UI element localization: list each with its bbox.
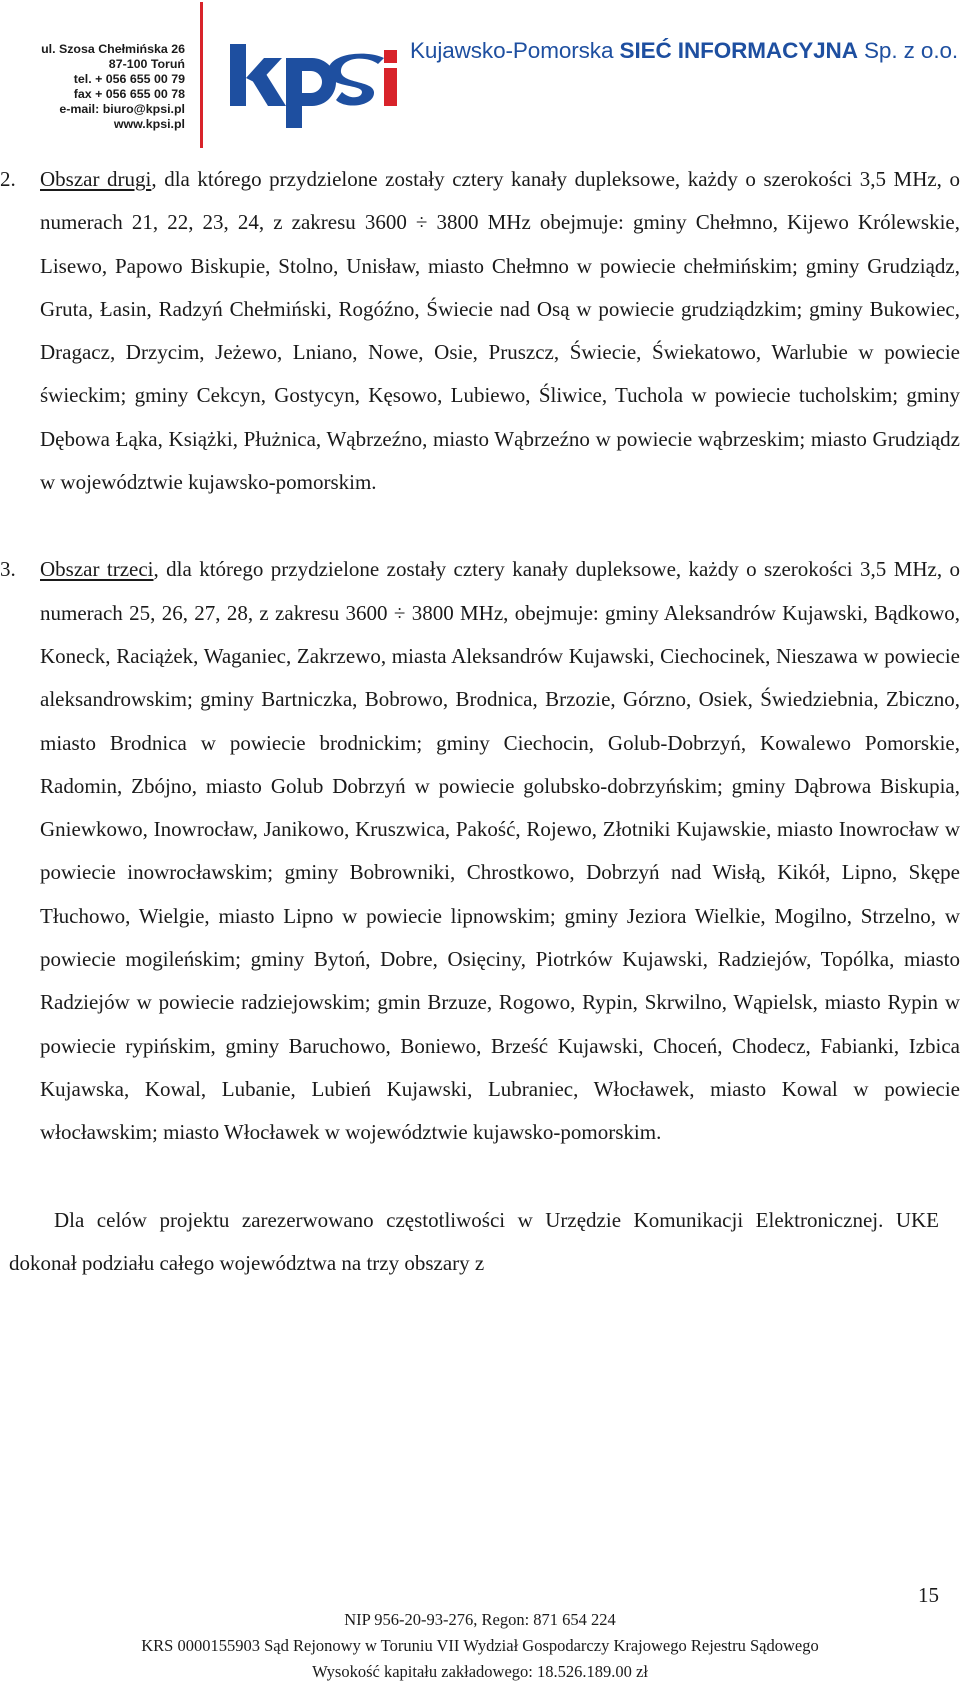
footer-tax-ids: NIP 956-20-93-276, Regon: 871 654 224 <box>344 1610 616 1629</box>
page-footer <box>0 1607 960 1685</box>
company-name-regular: Kujawsko-Pomorska <box>410 38 620 63</box>
contact-email: e-mail: biuro@kpsi.pl <box>59 102 185 116</box>
section-title: Obszar drugi <box>40 167 152 191</box>
footer-capital: Wysokość kapitału zakładowego: 18.526.189.00 zł <box>312 1662 648 1681</box>
closing-paragraph: Dla celów projektu zarezerwowano częstotliwości w Urzędzie Komunikacji Elektronicznej. UKE dokonał podziału całego województwa na trzy obszary z <box>9 1207 939 1275</box>
header-divider <box>200 2 203 148</box>
contact-phone: tel. + 056 655 00 79 <box>73 72 185 86</box>
section-number: 3. <box>0 557 16 582</box>
section-paragraph <box>40 548 960 1154</box>
section-area-3 <box>0 548 960 1154</box>
company-name-bold: SIEĆ INFORMACYJNA <box>619 38 858 63</box>
company-name <box>410 38 958 64</box>
contact-postal: 87-100 Toruń <box>108 57 185 71</box>
contact-website: www.kpsi.pl <box>113 117 185 131</box>
document-body <box>0 158 960 1285</box>
footer-registry: KRS 0000155903 Sąd Rejonowy w Toruniu VII Wydział Gospodarczy Krajowego Rejestru Sądowego <box>141 1636 819 1655</box>
page-number: 15 <box>918 1583 939 1607</box>
section-title: Obszar trzeci <box>40 557 154 582</box>
section-area-2 <box>0 158 960 504</box>
section-paragraph <box>40 158 960 504</box>
kpsi-logo <box>228 44 400 134</box>
contact-fax: fax + 056 655 00 78 <box>73 87 185 101</box>
letterhead <box>0 0 960 150</box>
contact-block <box>40 42 185 132</box>
section-number: 2. <box>0 167 16 191</box>
contact-address: ul. Szosa Chełmińska 26 <box>41 42 185 56</box>
section-text: , dla którego przydzielone zostały cztery kanały dupleksowe, każdy o szerokości 3,5 MHz, o numerach 21, 22, 23, 24, z zakresu 3600 ÷ 3800 MHz obejmuje: gminy Chełmno, Kijewo Królewskie, Lisewo, Papowo Biskupie, Stolno, Unisław, miasto Chełmno w powiecie chełmińskim; gminy Grudziądz, Gruta, Łasin, Radzyń Chełmiński, Rogóźno, Świecie nad Osą w powiecie grudziądzkim; gminy Bukowiec, Dragacz, Drzycim, Jeżewo, Lniano, Nowe, Osie, Pruszcz, Świecie, Świekatowo, Warlubie w powiecie świeckim; gminy Cekcyn, Gostycyn, Kęsowo, Lubiewo, Śliwice, Tuchola w powiecie tucholskim; gminy Dębowa Łąka, Książki, Płużnica, Wąbrzeźno, miasto Wąbrzeźno w powiecie wąbrzeskim; miasto Grudziądz w województwie kujawsko-pomorskim. <box>40 167 960 495</box>
company-name-suffix: Sp. z o.o. <box>857 38 959 63</box>
section-text: , dla którego przydzielone zostały cztery kanały dupleksowe, każdy o szerokości 3,5 MHz, o numerach 25, 26, 27, 28, z zakresu 3600 ÷ 3800 MHz, obejmuje: gminy Aleksandrów Kujawski, Bądkowo, Koneck, Raciążek, Waganiec, Zakrzewo, miasta Aleksandrów Kujawski, Ciechocinek, Nieszawa w powiecie aleksandrowskim; gminy Bartniczka, Bobrowo, Brodnica, Brzozie, Górzno, Osiek, Świedziebnia, Zbiczno, miasto Brodnica w powiecie brodnickim; gminy Ciechocin, Golub-Dobrzyń, Kowalewo Pomorskie, Radomin, Zbójno, miasto Golub Dobrzyń w powiecie golubsko-dobrzyńskim; gminy Dąbrowa Biskupia, Gniewkowo, Inowrocław, Janikowo, Kruszwica, Pakość, Rojewo, Złotniki Kujawskie, miasto Inowrocław w powiecie inowrocławskim; gminy Bobrowniki, Chrostkowo, Dobrzyń nad Wisłą, Kikół, Lipno, Skępe Tłuchowo, Wielgie, miasto Lipno w powiecie lipnowskim; gminy Jeziora Wielkie, Mogilno, Strzelno, w powiecie mogileńskim; gminy Bytoń, Dobre, Osięciny, Piotrków Kujawski, Radziejów, Topólka, miasto Radziejów w powiecie radziejowskim; gmin Brzuze, Rogowo, Rypin, Skrwilno, Wąpielsk, miasto Rypin w powiecie rypińskim, gminy Baruchowo, Boniewo, Brześć Kujawski, Choceń, Chodecz, Fabianki, Izbica Kujawska, Kowal, Lubanie, Lubień Kujawski, Lubraniec, Włocławek, miasto Kowal w powiecie włocławskim; miasto Włocławek w województwie kujawsko-pomorskim. <box>40 557 960 1145</box>
